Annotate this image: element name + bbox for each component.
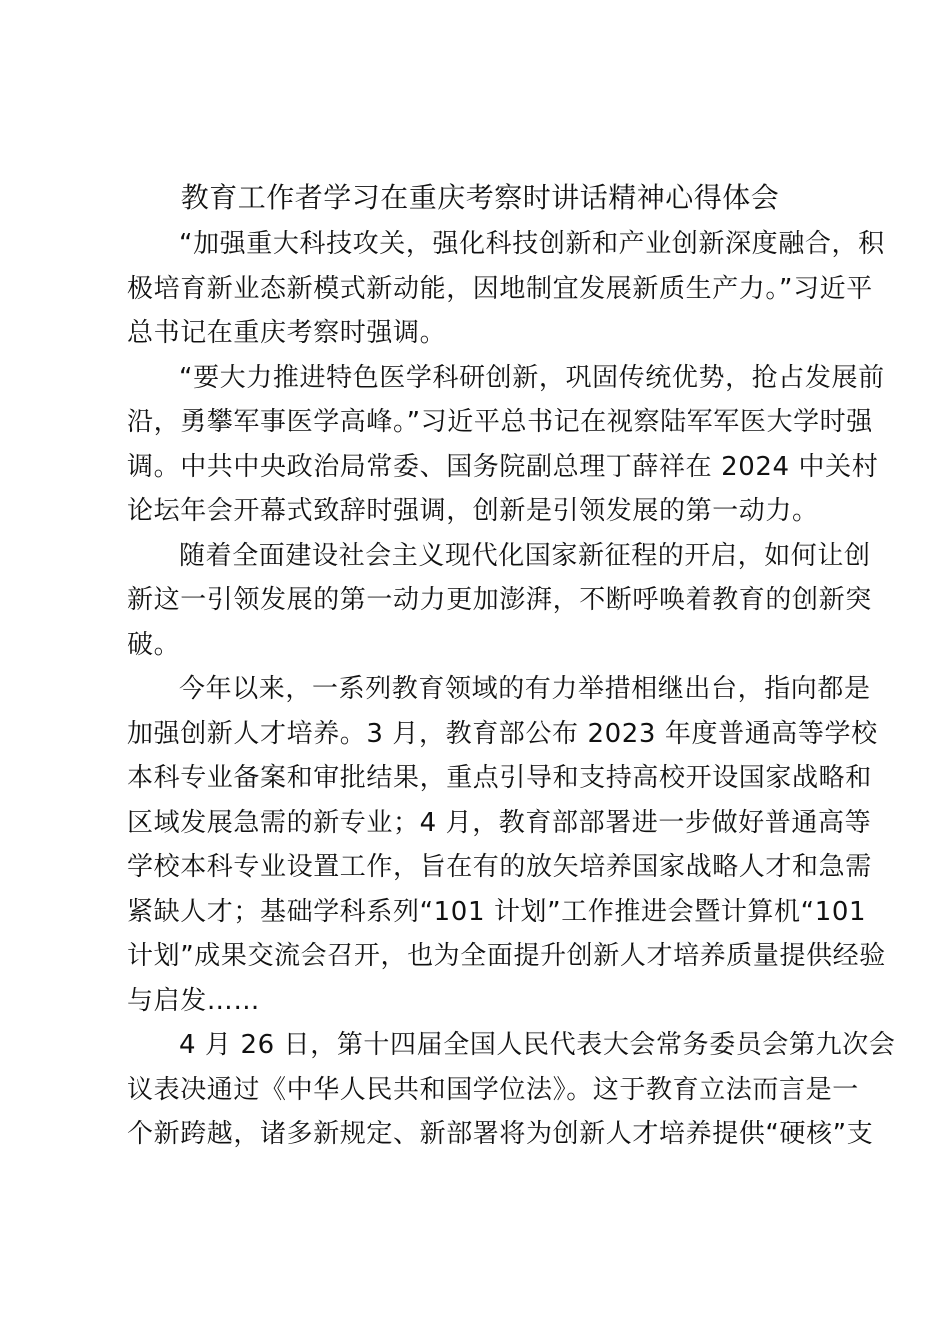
document-page [127, 176, 896, 1157]
paragraph-line: 极培育新业态新模式新动能，因地制宜发展新质生产力。”习近平 [127, 273, 873, 304]
paragraph-line: 论坛年会开幕式致辞时强调，创新是引领发展的第一动力。 [127, 496, 819, 526]
paragraph-3 [127, 534, 872, 668]
paragraph-line: 调。中共中央政治局常委、国务院副总理丁薛祥在 2024 中关村 [127, 451, 879, 482]
paragraph-line: 议表决通过《中华人民共和国学位法》。这于教育立法而言是一 [127, 1074, 859, 1105]
paragraph-line: 区域发展急需的新专业；4 月，教育部部署进一步做好普通高等 [127, 807, 872, 838]
paragraph-5 [127, 1023, 896, 1157]
paragraph-line: “要大力推进特色医学科研创新，巩固传统优势，抢占发展前 [179, 362, 885, 393]
document-title: 教育工作者学习在重庆考察时讲话精神心得体会 [180, 181, 780, 214]
paragraph-4 [127, 667, 886, 1023]
paragraph-line: 紧缺人才；基础学科系列“101 计划”工作推进会暨计算机“101 [127, 896, 867, 927]
paragraph-line: 学校本科专业设置工作，旨在有的放矢培养国家战略人才和急需 [127, 852, 872, 882]
paragraph-line: 个新跨越，诸多新规定、新部署将为创新人才培养提供“硬核”支 [127, 1119, 874, 1149]
paragraph-line: 破。 [127, 629, 181, 660]
paragraph-line: 与启发…… [127, 985, 261, 1016]
paragraph-line: 加强创新人才培养。3 月，教育部公布 2023 年度普通高等学校 [127, 718, 878, 749]
paragraph-line: 随着全面建设社会主义现代化国家新征程的开启，如何让创 [179, 540, 871, 571]
paragraph-line: 4 月 26 日，第十四届全国人民代表大会常务委员会第九次会 [179, 1030, 896, 1060]
paragraph-line: “加强重大科技攻关，强化科技创新和产业创新深度融合，积 [179, 229, 885, 259]
paragraph-2 [127, 356, 885, 534]
paragraph-line: 今年以来，一系列教育领域的有力举措相继出台，指向都是 [179, 674, 871, 704]
paragraph-line: 沿，勇攀军事医学高峰。”习近平总书记在视察陆军军医大学时强 [127, 407, 873, 437]
paragraph-line: 计划”成果交流会召开，也为全面提升创新人才培养质量提供经验 [127, 941, 886, 971]
paragraph-line: 本科专业备案和审批结果，重点引导和支持高校开设国家战略和 [127, 763, 872, 793]
paragraph-line: 总书记在重庆考察时强调。 [127, 318, 447, 348]
paragraph-line: 新这一引领发展的第一动力更加澎湃，不断呼唤着教育的创新突 [127, 585, 872, 615]
paragraph-1 [127, 222, 885, 356]
